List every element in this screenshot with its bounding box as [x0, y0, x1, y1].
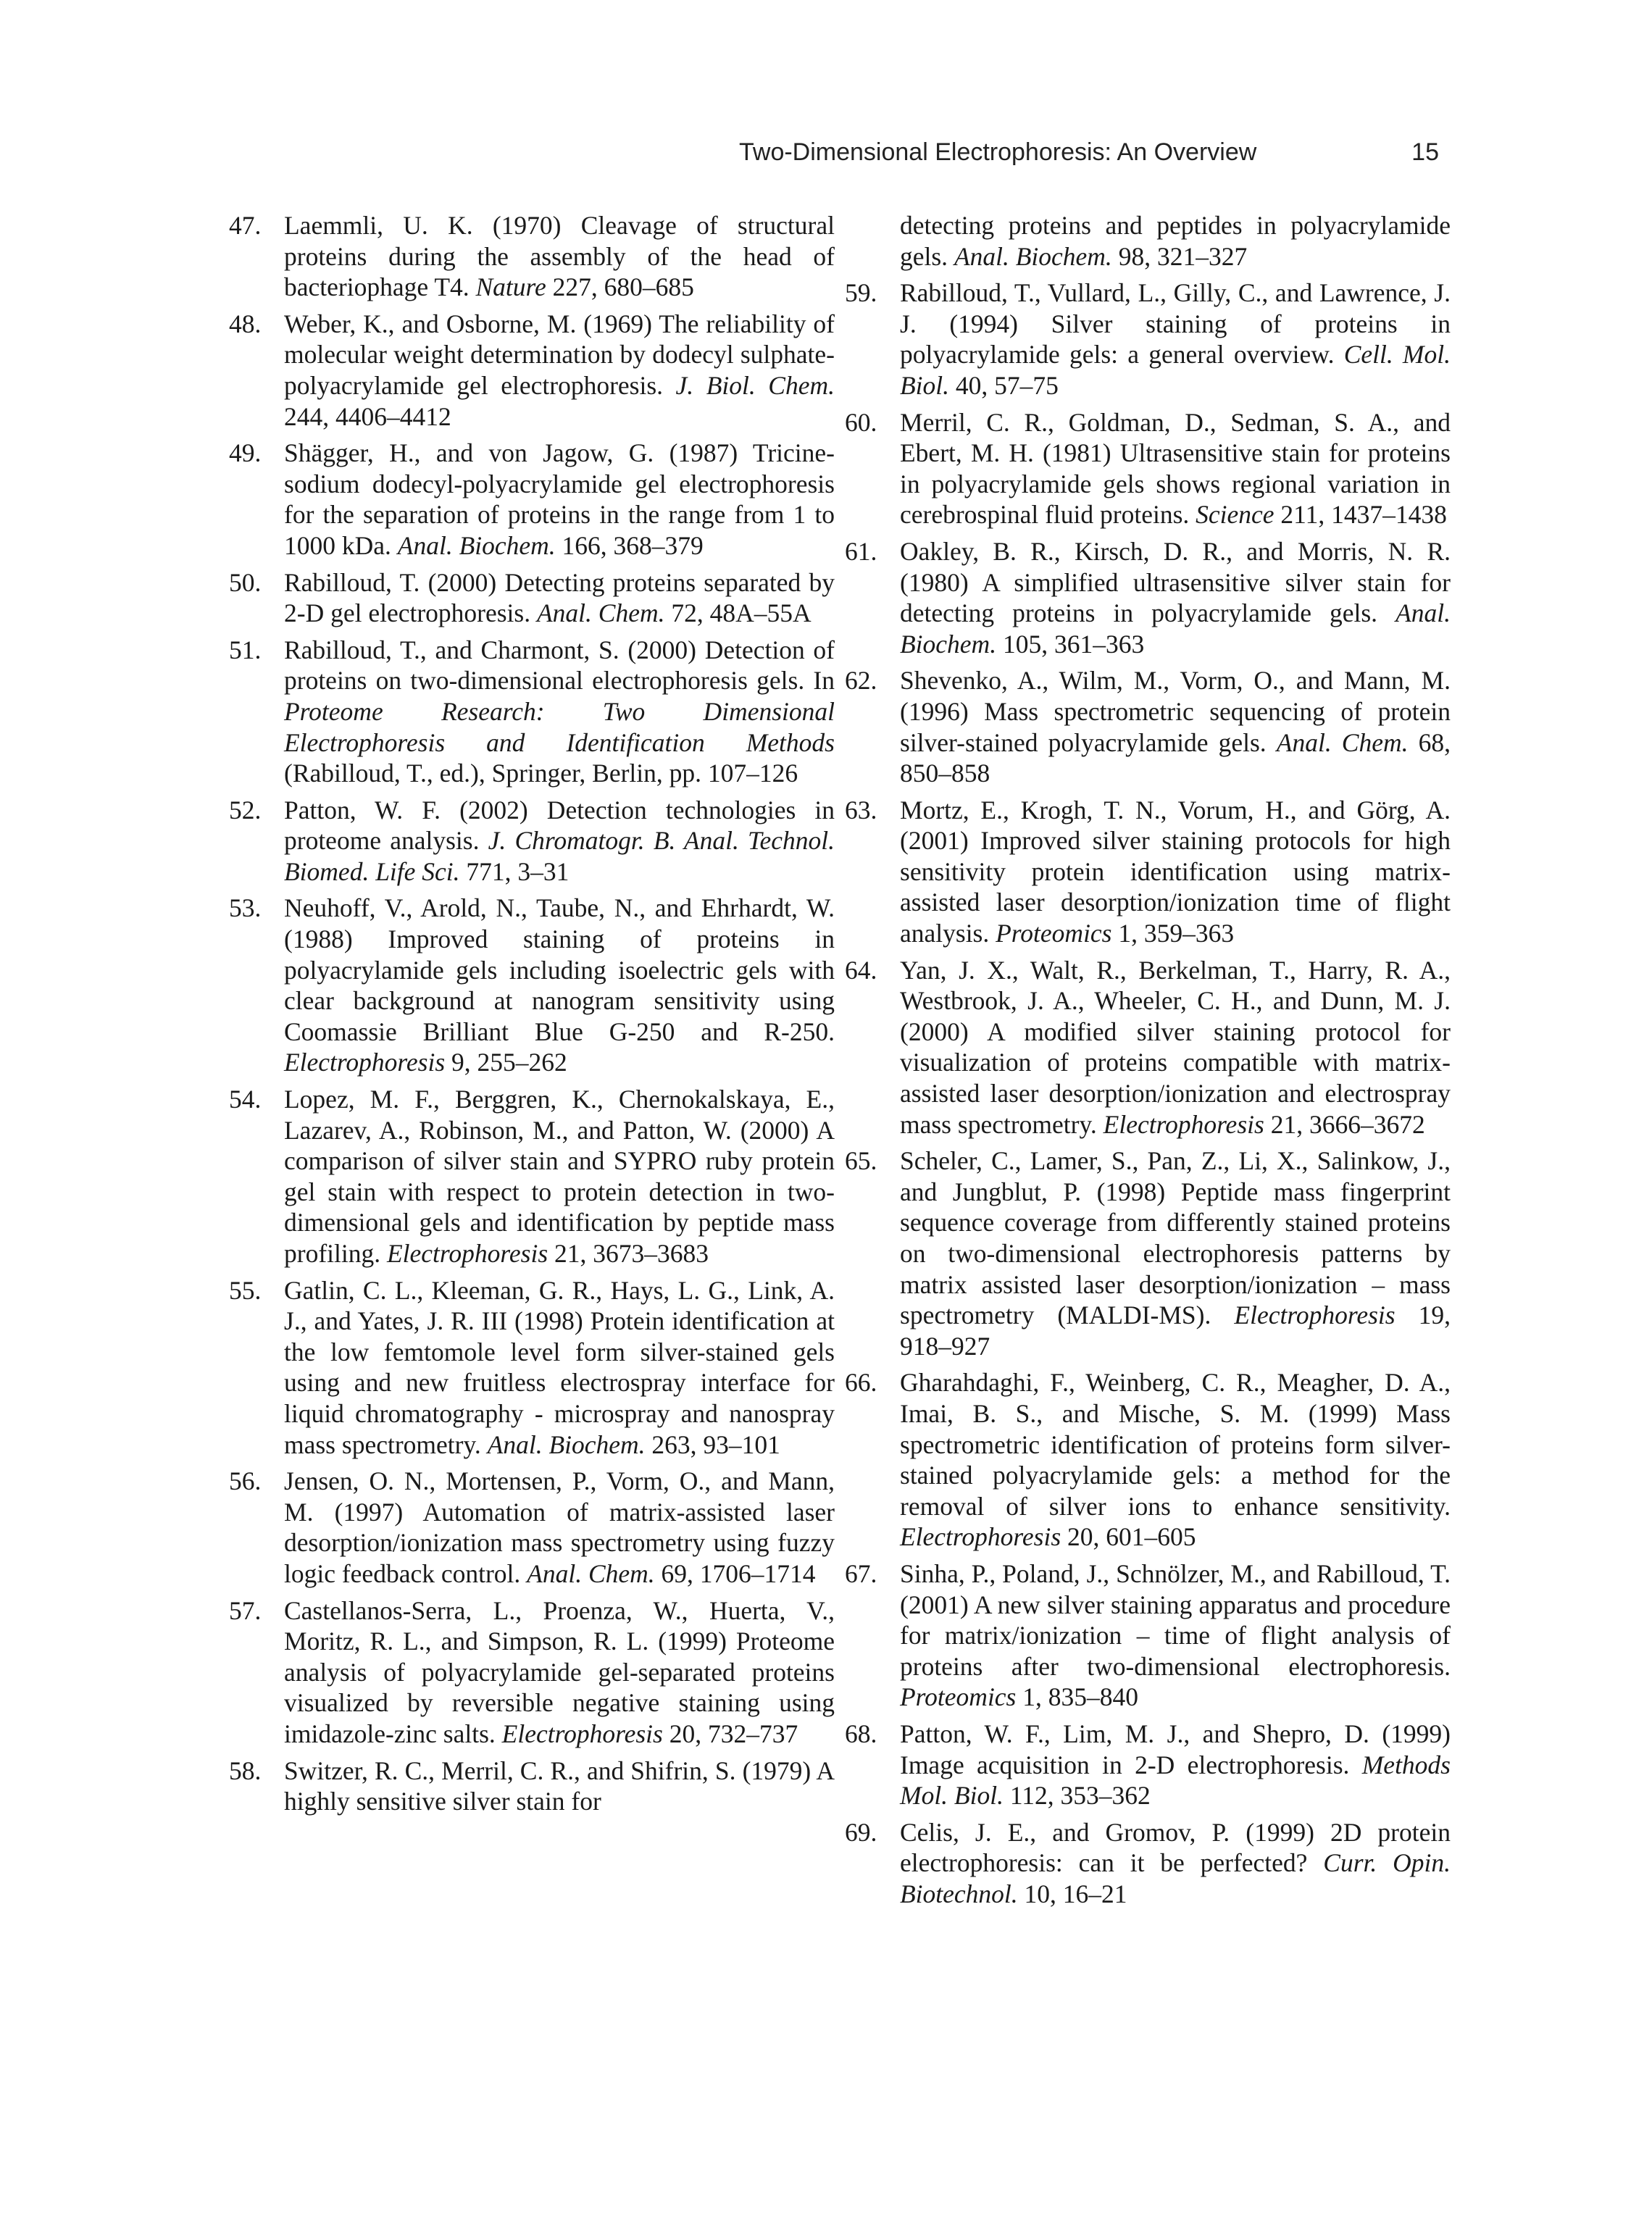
reference-journal: Electrophoresis — [1103, 1109, 1264, 1139]
reference-entry — [845, 1145, 1451, 1361]
reference-journal: Anal. Chem. — [536, 598, 665, 628]
reference-number: 67. — [845, 1558, 877, 1588]
reference-entry — [229, 309, 835, 432]
reference-citation: 21, 3666–3672 — [1264, 1109, 1425, 1139]
reference-text: Shägger, H., and von Jagow, G. (1987) Tricine-sodium dodecyl-polyacrylamide gel electrophoresis for the separation of proteins in the range from 1 to 1000 kDa. — [284, 438, 835, 560]
reference-journal: Electrophoresis — [501, 1719, 663, 1748]
reference-text: Rabilloud, T. (2000) Detecting proteins separated by 2-D gel electrophoresis. — [284, 567, 835, 628]
reference-text: Yan, J. X., Walt, R., Berkelman, T., Harry, R. A., Westbrook, J. A., Wheeler, C. H., and Dunn, M. J. (2000) A modified silver staining protocol for visualization of proteins compatible with matrix-assisted laser desorption/ionization and electrospray mass spectrometry. — [900, 955, 1451, 1139]
reference-number: 56. — [229, 1466, 262, 1496]
reference-text: Gharahdaghi, F., Weinberg, C. R., Meagher, D. A., Imai, B. S., and Mische, S. M. (1999) Mass spectrometric identification of proteins form silver-stained polyacrylamide gels: a method for the removal of silver ions to enhance sensitivity. — [900, 1368, 1451, 1521]
reference-text: Patton, W. F. (2002) Detection technologies in proteome analysis. — [284, 795, 835, 856]
reference-journal: Anal. Chem. — [527, 1558, 655, 1588]
reference-journal: Anal. Biochem. — [954, 241, 1112, 271]
reference-text: Switzer, R. C., Merril, C. R., and Shifrin, S. (1979) A highly sensitive silver stain for — [284, 1756, 835, 1816]
reference-citation: 771, 3–31 — [459, 856, 570, 886]
reference-journal: J. Chromatogr. B. Anal. Technol. Biomed. Life Sci. — [284, 826, 835, 886]
reference-entry — [229, 893, 835, 1078]
reference-citation: 166, 368–379 — [555, 530, 704, 560]
reference-journal: Electrophoresis — [386, 1239, 548, 1268]
reference-text: detecting proteins and peptides in polyacrylamide gels. — [900, 211, 1451, 271]
reference-journal: J. Biol. Chem. — [675, 370, 835, 400]
reference-text: Lopez, M. F., Berggren, K., Chernokalskaya, E., Lazarev, A., Robinson, M., and Patton, W. (2000) A comparison of silver stain and SYPRO ruby protein gel stain with respect to protein detection in two-dimensional gels and identification by peptide mass profiling. — [284, 1085, 835, 1268]
reference-number: 51. — [229, 635, 262, 664]
reference-entry — [845, 1817, 1451, 1910]
reference-entry — [229, 567, 835, 629]
reference-text: Castellanos-Serra, L., Proenza, W., Huerta, V., Moritz, R. L., and Simpson, R. L. (1999) Proteome analysis of polyacrylamide gel-separated proteins visualized by reversible negative staining using imidazole-zinc salts. — [284, 1595, 835, 1748]
reference-number: 55. — [229, 1275, 262, 1305]
reference-entry — [845, 407, 1451, 530]
reference-citation: 21, 3673–3683 — [548, 1239, 709, 1268]
reference-text: Mortz, E., Krogh, T. N., Vorum, H., and Görg, A. (2001) Improved silver staining protocols for high sensitivity protein identification using matrix-assisted laser desorption/ionization time of flight analysis. — [900, 795, 1451, 948]
reference-number: 61. — [845, 536, 877, 566]
reference-entry — [845, 536, 1451, 659]
reference-number: 52. — [229, 795, 262, 825]
reference-citation: 244, 4406–4412 — [284, 401, 451, 431]
reference-entry — [845, 795, 1451, 949]
reference-entry — [845, 955, 1451, 1140]
reference-number: 69. — [845, 1817, 877, 1847]
reference-journal: Electrophoresis — [900, 1522, 1061, 1552]
running-head-title: Two-Dimensional Electrophoresis: An Overview — [739, 138, 1257, 166]
reference-number: 66. — [845, 1368, 877, 1398]
reference-number: 63. — [845, 795, 877, 825]
reference-number: 64. — [845, 955, 877, 985]
reference-citation: 68, 850–858 — [900, 727, 1451, 788]
reference-text: Neuhoff, V., Arold, N., Taube, N., and Ehrhardt, W. (1988) Improved staining of proteins in polyacrylamide gels including isoelectric gels with clear background at nanogram sensitivity using Coomassie Brilliant Blue G-250 and R-250. — [284, 893, 835, 1046]
reference-journal: Science — [1196, 500, 1275, 530]
reference-citation: 105, 361–363 — [996, 629, 1145, 659]
reference-text: Shevenko, A., Wilm, M., Vorm, O., and Mann, M. (1996) Mass spectrometric sequencing of protein silver-stained polyacrylamide gels. — [900, 666, 1451, 757]
reference-citation: 40, 57–75 — [949, 370, 1059, 400]
reference-entry — [845, 1719, 1451, 1811]
reference-citation: 20, 601–605 — [1061, 1522, 1196, 1552]
reference-journal: Anal. Biochem. — [900, 598, 1451, 659]
reference-text: Rabilloud, T., Vullard, L., Gilly, C., and Lawrence, J. J. (1994) Silver staining of proteins in polyacrylamide gels: a general overview. — [900, 278, 1451, 370]
reference-entry — [845, 210, 1451, 272]
reference-journal: Nature — [475, 272, 546, 302]
reference-text: Weber, K., and Osborne, M. (1969) The reliability of molecular weight determination by dodecyl sulphate-polyacrylamide gel electrophoresis. — [284, 309, 835, 400]
reference-journal: Anal. Chem. — [1276, 727, 1409, 757]
reference-citation: 98, 321–327 — [1111, 241, 1248, 271]
reference-entry — [229, 1595, 835, 1750]
reference-journal: Methods Mol. Biol. — [900, 1750, 1451, 1811]
reference-text: Merril, C. R., Goldman, D., Sedman, S. A., and Ebert, M. H. (1981) Ultrasensitive stain for proteins in polyacrylamide gels shows regional variation in cerebrospinal fluid proteins. — [900, 407, 1451, 530]
reference-number: 54. — [229, 1085, 262, 1114]
reference-number: 59. — [845, 278, 877, 308]
reference-citation: 10, 16–21 — [1017, 1879, 1127, 1908]
reference-text: Gatlin, C. L., Kleeman, G. R., Hays, L. G., Link, A. J., and Yates, J. R. III (1998) Protein identification at the low femtomole level form silver-stained gels using and new fruitless electrospray interface for liquid chromatography - microspray and nanospray mass spectrometry. — [284, 1275, 835, 1459]
reference-journal: Electrophoresis — [1234, 1301, 1396, 1330]
reference-journal: Anal. Biochem. — [397, 530, 556, 560]
reference-citation: 72, 48A–55A — [664, 598, 812, 628]
reference-column-left — [229, 210, 835, 1823]
reference-citation: 69, 1706–1714 — [654, 1558, 816, 1588]
reference-number: 62. — [845, 666, 877, 696]
page-number: 15 — [1411, 138, 1439, 166]
reference-citation: 9, 255–262 — [445, 1048, 567, 1077]
reference-entry — [229, 210, 835, 303]
reference-text: Patton, W. F., Lim, M. J., and Shepro, D. (1999) Image acquisition in 2-D electrophoresis. — [900, 1719, 1451, 1779]
reference-entry — [229, 1275, 835, 1461]
reference-journal: Proteomics — [996, 919, 1112, 948]
reference-number: 68. — [845, 1719, 877, 1748]
reference-entry — [229, 635, 835, 789]
reference-citation: 263, 93–101 — [645, 1429, 780, 1459]
reference-citation: 112, 353–362 — [1003, 1781, 1151, 1811]
reference-number: 50. — [229, 567, 262, 597]
reference-citation: 1, 359–363 — [1111, 919, 1235, 948]
reference-citation: 20, 732–737 — [662, 1719, 798, 1748]
reference-text: Oakley, B. R., Kirsch, D. R., and Morris, N. R. (1980) A simplified ultrasensitive silver stain for detecting proteins in polyacrylamide gels. — [900, 536, 1451, 628]
reference-number: 48. — [229, 309, 262, 338]
reference-journal: Anal. Biochem. — [487, 1429, 646, 1459]
reference-citation: 227, 680–685 — [546, 272, 694, 302]
reference-entry — [845, 665, 1451, 788]
reference-number: 53. — [229, 893, 262, 923]
reference-entry — [845, 1367, 1451, 1553]
reference-text: Sinha, P., Poland, J., Schnölzer, M., and Rabilloud, T. (2001) A new silver staining apparatus and procedure for matrix/ionization – time of flight analysis of proteins after two-dimensional electrophoresis. — [900, 1558, 1451, 1681]
reference-journal: Proteome Research: Two Dimensional Electrophoresis and Identification Methods — [284, 696, 835, 757]
reference-citation: 19, 918–927 — [900, 1301, 1451, 1361]
running-head — [725, 130, 1449, 174]
reference-journal: Proteomics — [900, 1682, 1017, 1712]
reference-journal: Electrophoresis — [284, 1048, 446, 1077]
reference-journal: Curr. Opin. Biotechnol. — [900, 1848, 1451, 1908]
reference-column-right — [845, 210, 1451, 1915]
reference-entry — [229, 795, 835, 888]
reference-citation: 1, 835–840 — [1016, 1682, 1138, 1712]
reference-number: 57. — [229, 1595, 262, 1625]
reference-citation: (Rabilloud, T., ed.), Springer, Berlin, pp. 107–126 — [284, 759, 798, 788]
reference-journal: Cell. Mol. Biol. — [900, 340, 1451, 400]
reference-entry — [229, 1756, 835, 1817]
reference-text: Celis, J. E., and Gromov, P. (1999) 2D protein electrophoresis: can it be perfected? — [900, 1817, 1451, 1878]
reference-text: Rabilloud, T., and Charmont, S. (2000) Detection of proteins on two-dimensional electrophoresis gels. In — [284, 635, 835, 696]
reference-entry — [229, 1084, 835, 1269]
reference-entry — [845, 1558, 1451, 1713]
reference-number: 58. — [229, 1756, 262, 1785]
reference-text: Laemmli, U. K. (1970) Cleavage of structural proteins during the assembly of the head of bacteriophage T4. — [284, 211, 835, 302]
reference-number: 60. — [845, 407, 877, 437]
reference-text: Jensen, O. N., Mortensen, P., Vorm, O., and Mann, M. (1997) Automation of matrix-assisted laser desorption/ionization mass spectrometry using fuzzy logic feedback control. — [284, 1466, 835, 1588]
reference-text: Scheler, C., Lamer, S., Pan, Z., Li, X., Salinkow, J., and Jungblut, P. (1998) Peptide mass fingerprint sequence coverage from differently stained proteins on two-dimensional electrophoresis patterns by matrix assisted laser desorption/ionization – mass spectrometry (MALDI-MS). — [900, 1146, 1451, 1330]
reference-number: 65. — [845, 1146, 877, 1176]
reference-entry — [229, 438, 835, 561]
reference-number: 47. — [229, 211, 262, 240]
reference-citation: 211, 1437–1438 — [1274, 500, 1447, 530]
reference-entry — [845, 277, 1451, 401]
reference-entry — [229, 1466, 835, 1589]
reference-number: 49. — [229, 438, 262, 468]
